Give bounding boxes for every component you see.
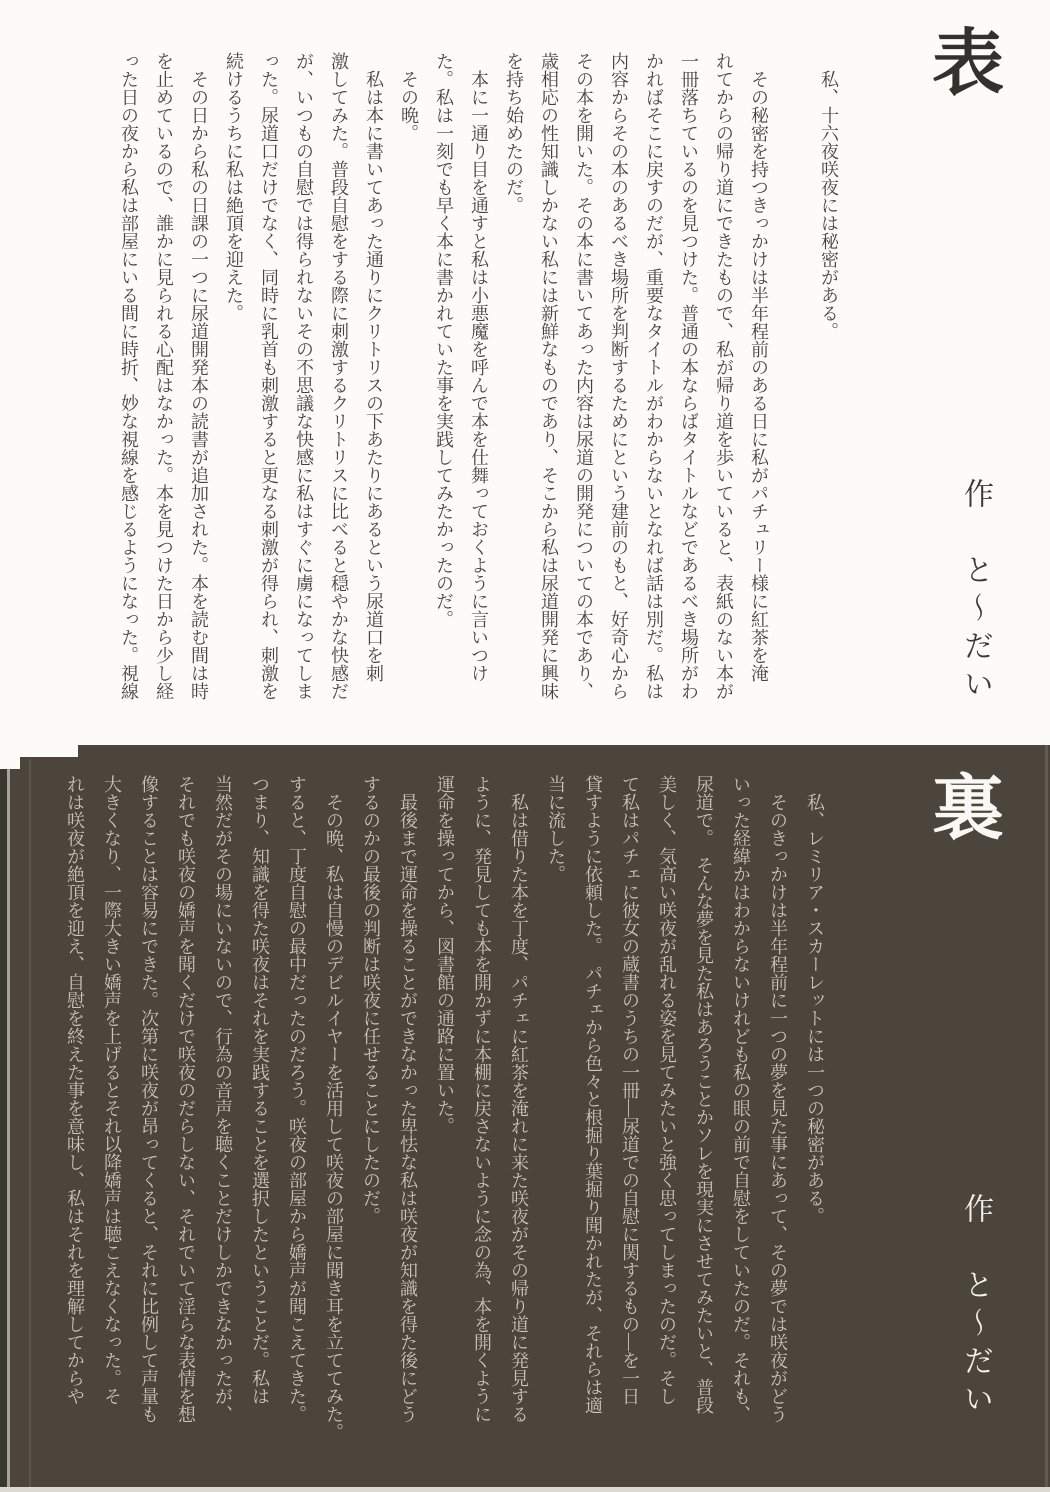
text-column: 尿道で。 そんな夢を見た私はあろうことかソレを現実にさせてみたいと、普段 [694,775,714,1414]
text-column: 当然だがその場にいないので、行為の音声を聴くことだけしかできなかったが、 [213,775,233,1423]
text-column: れは咲夜が絶頂を迎え、自慰を終えた事を意味し、私はそれを理解してからや [65,775,85,1405]
text-column: 私、十六夜咲夜には秘密がある。 [819,52,839,340]
text-column: 本に一通り目を通すと私は小悪魔を呼んで本を仕舞っておくように言いつけ [469,52,489,682]
text-column: その晩。 [399,52,419,142]
text-column: するのかの最後の判断は咲夜に任せることにしたのだ。 [361,775,381,1225]
text-column: その晩、私は自慢のデビルイヤーを活用して咲夜の部屋に聞き耳を立ててみた。 [324,775,344,1441]
page-edge-highlight [7,759,10,1487]
text-column: 続けるうちに私は絶頂を迎えた。 [224,52,244,322]
page-edge-shadow [0,759,7,1487]
text-column: 私は本に書いてあった通りにクリトリスの下あたりにあるという尿道口を刺 [364,52,384,682]
text-column: 美しく、気高い咲夜が乱れる姿を見てみたいと強く思ってしまったのだ。そし [657,775,677,1405]
text-column: 像することは容易にできた。次第に咲夜が昂ってくると、それに比例して声量も [139,775,159,1423]
text-column: かればそこに戻すのだが、重要なタイトルがわからないとなれば話は別だ。私は [644,52,664,700]
text-column: った。尿道口だけでなく、同時に乳首も刺激すると更なる刺激が得られ、刺激を [259,52,279,700]
front-text-block [103,52,838,728]
text-column: それでも咲夜の嬌声を聞くだけで咲夜のだらしない、それでいて淫らな表情を想 [176,775,196,1423]
text-column: 私は借りた本を丁度、パチェに紅茶を淹れに来た咲夜がその帰り道に発見する [509,775,529,1423]
front-author-credit: 作 と～だい [959,478,992,706]
text-column: が、いつもの自慰では得られないその不思議な快感に私はすぐに虜になってしま [294,52,314,700]
back-section [0,745,1050,1492]
page-right-edge [1045,745,1048,1487]
text-column: 大きくなり、一際大きい嬌声を上げるとそれ以降嬌声は聴こえなくなった。そ [102,775,122,1405]
text-column: 最後まで運命を操ることができなかった卑怯な私は咲夜が知識を得た後にどう [398,775,418,1423]
back-author-credit: 作 と～だい [959,1193,992,1421]
text-column [768,52,803,728]
text-column: 一冊落ちているのを見つけた。普通の本ならばタイトルなどであるべき場所がわ [679,52,699,700]
text-column: ように、発見しても本を開かずに本棚に戻さないように念の為、本を開くように [472,775,492,1423]
text-column: いった経緯かはわからないけれども私の眼の前で自慰をしていたのだ。それも、 [731,775,751,1423]
text-column: た。私は一刻でも早く本に書かれていた事を実践してみたかったのだ。 [434,52,454,628]
text-column: を止めているので、誰かに見られる心配はなかった。本を見つけた日から少し経 [154,52,174,700]
text-column: 歳相応の性知識しかない私には新鮮なものであり、そこから私は尿道開発に興味 [539,52,559,700]
text-column: 激してみた。普段自慰をする際に刺激するクリトリスに比べると穏やかな快感だ [329,52,349,700]
text-column: 当に流した。 [546,775,566,883]
text-column: その秘密を持つきっかけは半年程前のある日に私がパチュリー様に紅茶を淹 [749,52,769,682]
front-section [0,0,1050,745]
text-column: その本を開いた。その本に書いてあった内容は尿道の開発についての本であり、 [574,52,594,700]
text-column: すると、丁度自慰の最中だったのだろう。咲夜の部屋から嬌声が聞こえてきた。 [287,775,307,1423]
text-column: った日の夜から私は部屋にいる間に時折、妙な視線を感じるようになった。視線 [119,52,139,700]
page-fold-line [29,759,31,1487]
text-column: つまり、知識を得た咲夜はそれを実践することを選択したということだ。私は [250,775,270,1405]
front-section-title: 表 [931,24,1004,104]
text-column: その日から私の日課の一つに尿道開発本の読書が追加された。本を読む間は時 [189,52,209,700]
text-column: 運命を操ってから、図書館の通路に置いた。 [435,775,455,1135]
text-column: て私はパチェに彼女の蔵書のうちの一冊―尿道での自慰に関するもの―を一日 [620,775,640,1405]
text-column: を持ち始めたのだ。 [504,52,524,214]
text-column: そのきっかけは半年程前に一つの夢を見た事にあって、その夢では咲夜がどう [768,775,788,1423]
text-column: 貸すように依頼した。 パチェから色々と根掘り葉掘り聞かれたが、それらは適 [583,775,603,1414]
back-section-title: 裏 [931,769,1004,849]
page-stack-step [0,745,20,769]
back-text-block [47,775,824,1471]
text-column: 内容からその本のあるべき場所を判断するためにという建前のもと、好奇心から [609,52,629,700]
text-column: れてからの帰り道にできたもので、私が帰り道を歩いていると、表紙のない本が [714,52,734,700]
scan-bottom-margin [0,1487,1050,1492]
text-column: 私、レミリア・スカーレットには一つの秘密がある。 [805,775,825,1225]
